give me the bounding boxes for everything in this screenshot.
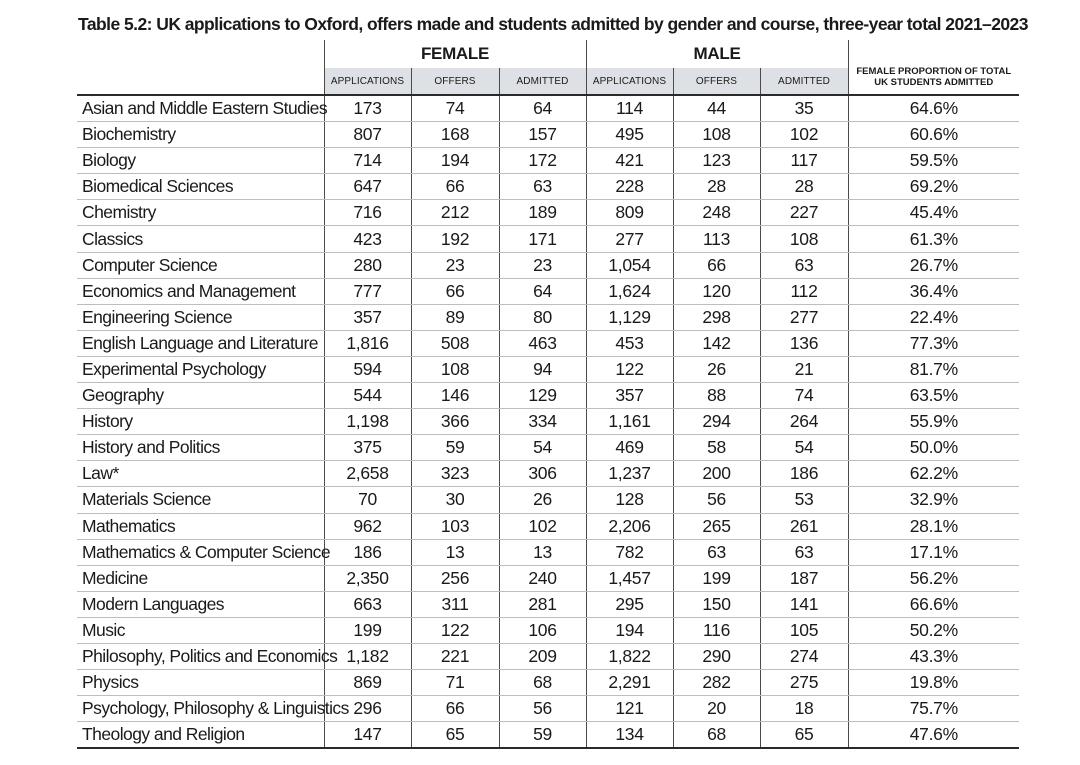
table-body <box>77 95 1019 748</box>
course-name-cell: History <box>77 409 324 435</box>
male-offers-cell: 123 <box>673 148 760 174</box>
female-offers-cell: 108 <box>411 356 499 382</box>
course-header-blank <box>77 68 324 95</box>
male-offers-cell: 248 <box>673 200 760 226</box>
female-admitted-cell: 306 <box>499 461 586 487</box>
course-name-cell: Philosophy, Politics and Economics <box>77 643 324 669</box>
male-admitted-cell: 261 <box>760 513 848 539</box>
female-proportion-cell: 19.8% <box>848 670 1019 696</box>
male-admitted-cell: 54 <box>760 435 848 461</box>
table-row <box>77 174 1019 200</box>
male-applications-cell: 1,237 <box>586 461 673 487</box>
female-applications-cell: 296 <box>324 696 411 722</box>
female-offers-cell: 71 <box>411 670 499 696</box>
table-row <box>77 487 1019 513</box>
female-offers-cell: 89 <box>411 304 499 330</box>
female-applications-cell: 647 <box>324 174 411 200</box>
course-name-cell: Materials Science <box>77 487 324 513</box>
course-name-cell: Psychology, Philosophy & Linguistics <box>77 696 324 722</box>
female-offers-cell: 256 <box>411 565 499 591</box>
table-title: Table 5.2: UK applications to Oxford, offers made and students admitted by gender and course, three-year total 2021–2023 <box>78 14 1028 34</box>
table-row <box>77 670 1019 696</box>
table-row <box>77 383 1019 409</box>
female-applications-cell: 1,816 <box>324 330 411 356</box>
female-applications-cell: 777 <box>324 278 411 304</box>
female-applications-cell: 1,198 <box>324 409 411 435</box>
table-row <box>77 200 1019 226</box>
female-proportion-cell: 43.3% <box>848 643 1019 669</box>
course-name-cell: Physics <box>77 670 324 696</box>
male-offers-cell: 265 <box>673 513 760 539</box>
female-admitted-cell: 157 <box>499 122 586 148</box>
course-name-cell: Economics and Management <box>77 278 324 304</box>
female-admitted-cell: 64 <box>499 278 586 304</box>
male-applications-cell: 1,457 <box>586 565 673 591</box>
female-applications-cell: 544 <box>324 383 411 409</box>
female-proportion-cell: 50.2% <box>848 617 1019 643</box>
table-header <box>77 40 1019 95</box>
table-row <box>77 539 1019 565</box>
male-offers-cell: 68 <box>673 722 760 749</box>
male-offers-header: OFFERS <box>673 68 760 95</box>
male-admitted-cell: 105 <box>760 617 848 643</box>
female-proportion-cell: 69.2% <box>848 174 1019 200</box>
female-applications-cell: 2,658 <box>324 461 411 487</box>
female-admitted-cell: 463 <box>499 330 586 356</box>
female-applications-cell: 716 <box>324 200 411 226</box>
female-applications-cell: 199 <box>324 617 411 643</box>
table-row <box>77 252 1019 278</box>
table-row <box>77 696 1019 722</box>
female-applications-cell: 147 <box>324 722 411 749</box>
table-row <box>77 565 1019 591</box>
female-proportion-cell: 36.4% <box>848 278 1019 304</box>
male-offers-cell: 58 <box>673 435 760 461</box>
male-applications-cell: 2,206 <box>586 513 673 539</box>
table-row <box>77 435 1019 461</box>
admissions-table <box>77 40 1019 749</box>
course-name-cell: Computer Science <box>77 252 324 278</box>
male-admitted-cell: 102 <box>760 122 848 148</box>
male-applications-cell: 453 <box>586 330 673 356</box>
female-proportion-cell: 17.1% <box>848 539 1019 565</box>
male-admitted-cell: 112 <box>760 278 848 304</box>
female-offers-cell: 66 <box>411 278 499 304</box>
female-applications-cell: 714 <box>324 148 411 174</box>
female-applications-cell: 280 <box>324 252 411 278</box>
male-offers-cell: 150 <box>673 591 760 617</box>
female-admitted-cell: 26 <box>499 487 586 513</box>
male-offers-cell: 63 <box>673 539 760 565</box>
female-admitted-header: ADMITTED <box>499 68 586 95</box>
female-offers-cell: 194 <box>411 148 499 174</box>
male-admitted-cell: 74 <box>760 383 848 409</box>
table-row <box>77 304 1019 330</box>
table-row <box>77 356 1019 382</box>
male-applications-cell: 122 <box>586 356 673 382</box>
male-offers-cell: 44 <box>673 95 760 122</box>
female-admitted-cell: 94 <box>499 356 586 382</box>
female-offers-cell: 66 <box>411 174 499 200</box>
male-applications-cell: 782 <box>586 539 673 565</box>
female-applications-cell: 2,350 <box>324 565 411 591</box>
female-offers-cell: 74 <box>411 95 499 122</box>
female-group-header: FEMALE <box>324 40 586 68</box>
male-admitted-cell: 63 <box>760 252 848 278</box>
female-applications-cell: 186 <box>324 539 411 565</box>
female-proportion-header: FEMALE PROPORTION OF TOTAL UK STUDENTS ADMITTED <box>848 40 1019 95</box>
female-admitted-cell: 13 <box>499 539 586 565</box>
female-proportion-cell: 64.6% <box>848 95 1019 122</box>
female-admitted-cell: 189 <box>499 200 586 226</box>
male-applications-cell: 1,624 <box>586 278 673 304</box>
male-admitted-cell: 53 <box>760 487 848 513</box>
course-name-cell: Mathematics <box>77 513 324 539</box>
male-offers-cell: 282 <box>673 670 760 696</box>
female-proportion-cell: 62.2% <box>848 461 1019 487</box>
female-proportion-cell: 22.4% <box>848 304 1019 330</box>
male-admitted-cell: 136 <box>760 330 848 356</box>
table-row <box>77 122 1019 148</box>
female-applications-cell: 594 <box>324 356 411 382</box>
female-offers-cell: 168 <box>411 122 499 148</box>
male-applications-cell: 228 <box>586 174 673 200</box>
female-proportion-cell: 75.7% <box>848 696 1019 722</box>
course-name-cell: Biology <box>77 148 324 174</box>
male-applications-cell: 121 <box>586 696 673 722</box>
male-applications-header: APPLICATIONS <box>586 68 673 95</box>
female-offers-cell: 212 <box>411 200 499 226</box>
female-offers-cell: 103 <box>411 513 499 539</box>
male-applications-cell: 134 <box>586 722 673 749</box>
male-offers-cell: 116 <box>673 617 760 643</box>
male-offers-cell: 26 <box>673 356 760 382</box>
female-proportion-cell: 28.1% <box>848 513 1019 539</box>
course-name-cell: Biomedical Sciences <box>77 174 324 200</box>
female-admitted-cell: 59 <box>499 722 586 749</box>
male-admitted-cell: 65 <box>760 722 848 749</box>
female-proportion-cell: 59.5% <box>848 148 1019 174</box>
female-admitted-cell: 209 <box>499 643 586 669</box>
male-applications-cell: 809 <box>586 200 673 226</box>
female-offers-header: OFFERS <box>411 68 499 95</box>
male-applications-cell: 1,129 <box>586 304 673 330</box>
female-admitted-cell: 102 <box>499 513 586 539</box>
female-admitted-cell: 64 <box>499 95 586 122</box>
female-applications-header: APPLICATIONS <box>324 68 411 95</box>
female-offers-cell: 13 <box>411 539 499 565</box>
female-proportion-cell: 55.9% <box>848 409 1019 435</box>
male-admitted-cell: 264 <box>760 409 848 435</box>
female-admitted-cell: 281 <box>499 591 586 617</box>
male-admitted-cell: 141 <box>760 591 848 617</box>
course-name-cell: Chemistry <box>77 200 324 226</box>
female-admitted-cell: 172 <box>499 148 586 174</box>
course-name-cell: Biochemistry <box>77 122 324 148</box>
female-admitted-cell: 240 <box>499 565 586 591</box>
male-offers-cell: 20 <box>673 696 760 722</box>
male-applications-cell: 469 <box>586 435 673 461</box>
male-applications-cell: 1,054 <box>586 252 673 278</box>
female-offers-cell: 59 <box>411 435 499 461</box>
male-admitted-cell: 35 <box>760 95 848 122</box>
male-applications-cell: 194 <box>586 617 673 643</box>
female-admitted-cell: 23 <box>499 252 586 278</box>
table-row <box>77 330 1019 356</box>
course-name-cell: Law* <box>77 461 324 487</box>
female-proportion-cell: 56.2% <box>848 565 1019 591</box>
female-applications-cell: 1,182 <box>324 643 411 669</box>
female-admitted-cell: 80 <box>499 304 586 330</box>
course-name-cell: Engineering Science <box>77 304 324 330</box>
male-offers-cell: 56 <box>673 487 760 513</box>
table-row <box>77 278 1019 304</box>
female-offers-cell: 30 <box>411 487 499 513</box>
table-row <box>77 461 1019 487</box>
male-offers-cell: 199 <box>673 565 760 591</box>
male-group-header: MALE <box>586 40 848 68</box>
female-proportion-cell: 60.6% <box>848 122 1019 148</box>
male-offers-cell: 290 <box>673 643 760 669</box>
table-row <box>77 226 1019 252</box>
female-proportion-cell: 81.7% <box>848 356 1019 382</box>
female-admitted-cell: 63 <box>499 174 586 200</box>
female-proportion-cell: 66.6% <box>848 591 1019 617</box>
female-applications-cell: 357 <box>324 304 411 330</box>
female-offers-cell: 66 <box>411 696 499 722</box>
male-applications-cell: 2,291 <box>586 670 673 696</box>
female-applications-cell: 70 <box>324 487 411 513</box>
male-admitted-cell: 274 <box>760 643 848 669</box>
male-admitted-cell: 21 <box>760 356 848 382</box>
male-admitted-cell: 227 <box>760 200 848 226</box>
male-offers-cell: 294 <box>673 409 760 435</box>
course-name-cell: Medicine <box>77 565 324 591</box>
male-offers-cell: 200 <box>673 461 760 487</box>
male-offers-cell: 298 <box>673 304 760 330</box>
male-offers-cell: 113 <box>673 226 760 252</box>
table-row <box>77 95 1019 122</box>
male-offers-cell: 88 <box>673 383 760 409</box>
female-proportion-cell: 45.4% <box>848 200 1019 226</box>
female-applications-cell: 663 <box>324 591 411 617</box>
male-applications-cell: 1,822 <box>586 643 673 669</box>
female-offers-cell: 23 <box>411 252 499 278</box>
table-row <box>77 409 1019 435</box>
male-admitted-cell: 117 <box>760 148 848 174</box>
male-admitted-cell: 277 <box>760 304 848 330</box>
male-admitted-cell: 28 <box>760 174 848 200</box>
female-offers-cell: 221 <box>411 643 499 669</box>
course-name-cell: Music <box>77 617 324 643</box>
course-name-cell: Mathematics & Computer Science <box>77 539 324 565</box>
male-applications-cell: 357 <box>586 383 673 409</box>
male-applications-cell: 295 <box>586 591 673 617</box>
female-applications-cell: 869 <box>324 670 411 696</box>
female-proportion-cell: 47.6% <box>848 722 1019 749</box>
course-name-cell: Asian and Middle Eastern Studies <box>77 95 324 122</box>
table-row <box>77 591 1019 617</box>
course-name-cell: Theology and Religion <box>77 722 324 749</box>
female-offers-cell: 323 <box>411 461 499 487</box>
male-offers-cell: 28 <box>673 174 760 200</box>
female-applications-cell: 807 <box>324 122 411 148</box>
female-offers-cell: 65 <box>411 722 499 749</box>
female-admitted-cell: 129 <box>499 383 586 409</box>
male-applications-cell: 495 <box>586 122 673 148</box>
female-proportion-cell: 61.3% <box>848 226 1019 252</box>
female-offers-cell: 146 <box>411 383 499 409</box>
male-admitted-cell: 187 <box>760 565 848 591</box>
course-name-cell: Classics <box>77 226 324 252</box>
female-applications-cell: 375 <box>324 435 411 461</box>
male-applications-cell: 277 <box>586 226 673 252</box>
course-name-cell: History and Politics <box>77 435 324 461</box>
female-offers-cell: 311 <box>411 591 499 617</box>
table-row <box>77 513 1019 539</box>
group-header-row <box>77 40 1019 68</box>
male-offers-cell: 120 <box>673 278 760 304</box>
table-row <box>77 643 1019 669</box>
male-admitted-cell: 63 <box>760 539 848 565</box>
male-applications-cell: 1,161 <box>586 409 673 435</box>
male-applications-cell: 421 <box>586 148 673 174</box>
female-admitted-cell: 334 <box>499 409 586 435</box>
female-offers-cell: 366 <box>411 409 499 435</box>
female-applications-cell: 962 <box>324 513 411 539</box>
female-applications-cell: 423 <box>324 226 411 252</box>
female-admitted-cell: 171 <box>499 226 586 252</box>
female-proportion-cell: 32.9% <box>848 487 1019 513</box>
female-offers-cell: 122 <box>411 617 499 643</box>
course-name-cell: English Language and Literature <box>77 330 324 356</box>
female-proportion-cell: 63.5% <box>848 383 1019 409</box>
male-admitted-cell: 18 <box>760 696 848 722</box>
male-admitted-header: ADMITTED <box>760 68 848 95</box>
female-proportion-cell: 77.3% <box>848 330 1019 356</box>
corner-cell <box>77 40 324 68</box>
table-row <box>77 617 1019 643</box>
male-offers-cell: 142 <box>673 330 760 356</box>
female-proportion-cell: 50.0% <box>848 435 1019 461</box>
male-admitted-cell: 275 <box>760 670 848 696</box>
female-admitted-cell: 54 <box>499 435 586 461</box>
female-offers-cell: 192 <box>411 226 499 252</box>
male-applications-cell: 114 <box>586 95 673 122</box>
female-admitted-cell: 68 <box>499 670 586 696</box>
female-admitted-cell: 56 <box>499 696 586 722</box>
course-name-cell: Modern Languages <box>77 591 324 617</box>
male-offers-cell: 108 <box>673 122 760 148</box>
course-name-cell: Geography <box>77 383 324 409</box>
female-admitted-cell: 106 <box>499 617 586 643</box>
male-offers-cell: 66 <box>673 252 760 278</box>
male-admitted-cell: 186 <box>760 461 848 487</box>
table-row <box>77 148 1019 174</box>
table-row <box>77 722 1019 749</box>
male-applications-cell: 128 <box>586 487 673 513</box>
female-applications-cell: 173 <box>324 95 411 122</box>
male-admitted-cell: 108 <box>760 226 848 252</box>
course-name-cell: Experimental Psychology <box>77 356 324 382</box>
female-proportion-cell: 26.7% <box>848 252 1019 278</box>
female-offers-cell: 508 <box>411 330 499 356</box>
